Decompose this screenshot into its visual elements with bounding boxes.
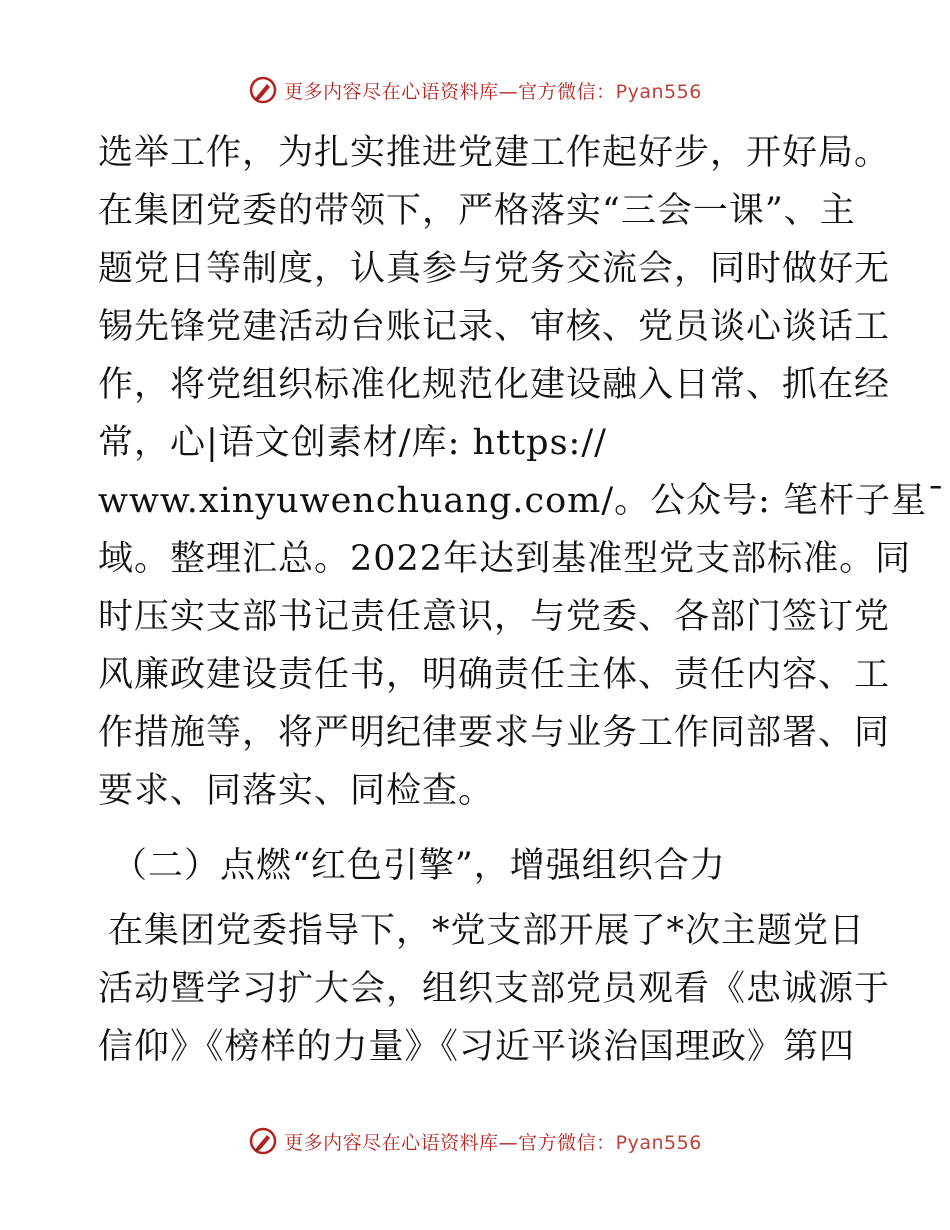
text-line: 题党日等制度，认真参与党务交流会，同时做好无 bbox=[98, 249, 891, 289]
text-line: 风廉政建设责任书，明确责任主体、责任内容、工 bbox=[98, 655, 891, 695]
text-line: 信仰》《榜样的力量》《习近平谈治国理政》第四 bbox=[98, 1027, 856, 1067]
document-body bbox=[98, 124, 946, 1076]
text-line: 活动暨学习扩大会，组织支部党员观看《忠诚源于 bbox=[98, 969, 891, 1009]
watermark-text: 更多内容尽在心语资料库—官方微信：Pyan556 bbox=[284, 80, 702, 103]
text-line: 常，心|语文创素材/库: https:// bbox=[98, 423, 607, 463]
text-line: 时压实支部书记责任意识，与党委、各部门签订党 bbox=[98, 597, 891, 637]
text-line: 在集团党委指导下，*党支部开展了*次主题党日 bbox=[108, 911, 866, 951]
text-line: 在集团党委的带领下，严格落实“三会一课”、主 bbox=[98, 191, 856, 231]
header-watermark bbox=[0, 70, 950, 110]
pen-logo-icon bbox=[248, 75, 278, 105]
text-line: 锡先锋党建活动台账记录、审核、党员谈心谈话工 bbox=[98, 307, 891, 347]
text-line: 域。整理汇总。2022年达到基准型党支部标准。同 bbox=[98, 539, 912, 579]
text-line: 作，将党组织标准化规范化建设融入日常、抓在经 bbox=[98, 365, 891, 405]
pen-logo-icon bbox=[248, 1126, 278, 1156]
watermark-text: 更多内容尽在心语资料库—官方微信：Pyan556 bbox=[284, 1131, 702, 1154]
text-line: 要求、同落实、同检查。 bbox=[98, 771, 495, 811]
text-line: 作措施等，将严明纪律要求与业务工作同部署、同 bbox=[98, 713, 891, 753]
text-line: www.xinyuwenchuang.com/。公众号: 笔杆子星¯ bbox=[98, 481, 946, 521]
section-heading: （二）点燃“红色引擎”，增强组织合力 bbox=[112, 846, 726, 886]
footer-watermark bbox=[0, 1121, 950, 1161]
text-line: 选举工作，为扎实推进党建工作起好步，开好局。 bbox=[98, 133, 891, 173]
